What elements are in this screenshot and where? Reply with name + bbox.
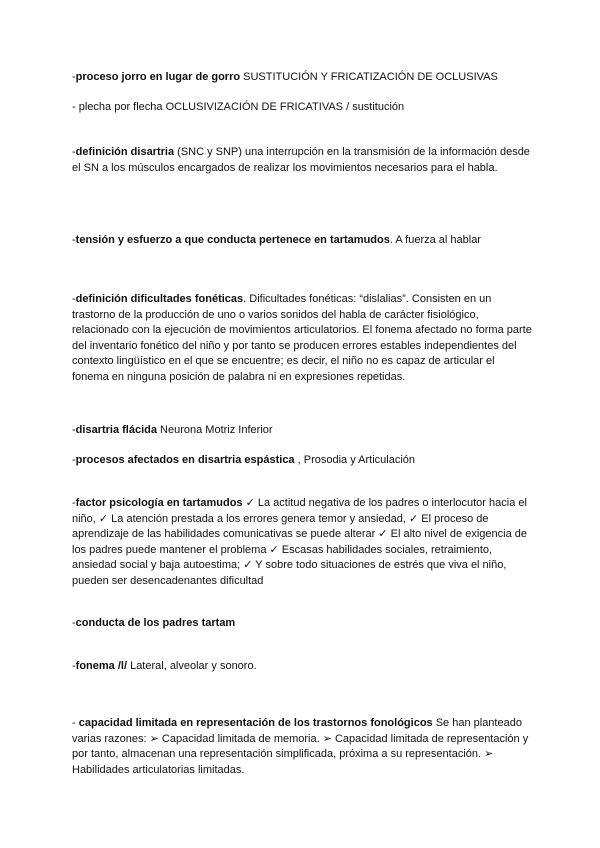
entry-prefix: - — [72, 101, 79, 113]
entry-prefix: - — [72, 71, 76, 83]
entry-body: Neurona Motriz Inferior — [157, 424, 273, 436]
entry-body: (SNC y SNP) una interrupción en la transmisión de la información desde el SN a los músculos encargados de realizar los movimientos necesarios para el habla. — [72, 146, 530, 174]
entry-body: SUSTITUCIÓN Y FRICATIZACIÓN DE OCLUSIVAS — [240, 71, 498, 83]
entry-dificultades-foneticas — [72, 292, 532, 385]
entry-plecha — [72, 100, 532, 116]
entry-fonema-l — [72, 659, 532, 675]
entry-definicion-disartria — [72, 145, 532, 176]
entry-body: Se han planteado varias razones: ➢ Capacidad limitada de memoria. ➢ Capacidad limitada de representación y por tanto, almacenan una representación simplificada, próxima a su representación. ➢ Habilidades articulatorias limitadas. — [72, 717, 529, 776]
entry-prefix: - — [72, 660, 76, 672]
entry-prefix: - — [72, 617, 76, 629]
entry-term: definición disartria — [75, 146, 175, 158]
entry-body: plecha por flecha OCLUSIVIZACIÓN DE FRICATIVAS / sustitución — [78, 101, 405, 113]
entry-term: definición dificultades fonéticas — [75, 293, 244, 305]
entry-body: , Prosodia y Articulación — [294, 454, 416, 466]
entry-disartria-flacida — [72, 423, 532, 439]
entry-body: Lateral, alveolar y sonoro. — [127, 660, 257, 672]
entry-prefix: - — [72, 293, 76, 305]
entry-prefix: - — [72, 497, 76, 509]
entry-term: capacidad limitada en representación de los trastornos fonológicos — [78, 717, 433, 729]
entry-prefix: - — [72, 717, 79, 729]
entry-prefix: - — [72, 454, 76, 466]
entry-prefix: - — [72, 424, 76, 436]
entry-term: procesos afectados en disartria espástica — [75, 454, 295, 466]
entry-body: . Dificultades fonéticas: “dislalias”. Consisten en un trastorno de la producción de uno o varios sonidos del habla de carácter fisiológico, relacionado con la ejecución de movimientos articulatorios. El fonema afectado no forma parte del inventario fonético del niño y por tanto se producen errores estables independientes del contexto lingüístico en el que se encuentre; es decir, el niño no es capaz de articular el fonema en ninguna posición de palabra ni en expresiones repetidas. — [72, 293, 532, 383]
entry-capacidad-limitada — [72, 716, 532, 778]
entry-term: fonema /l/ — [75, 660, 128, 672]
entry-factor-psicologia — [72, 496, 532, 589]
entry-proceso-jorro — [72, 70, 532, 86]
entry-term: factor psicología en tartamudos — [75, 497, 243, 509]
entry-conducta-padres — [72, 616, 532, 632]
entry-term: disartria flácida — [75, 424, 157, 436]
entry-disartria-espastica — [72, 453, 532, 469]
entry-term: conducta de los padres tartam — [75, 617, 236, 629]
entry-tension-esfuerzo — [72, 233, 532, 249]
entry-body: . A fuerza al hablar — [389, 234, 481, 246]
entry-body: ✓ La actitud negativa de los padres o interlocutor hacia el niño, ✓ La atención prestada a los errores genera temor y ansiedad, ✓ El proceso de aprendizaje de las habilidades comunicativas se puede alterar ✓ El alto nivel de exigencia de los padres puede mantener el problema ✓ Escasas habilidades sociales, retraimiento, ansiedad social y baja autoestima; ✓ Y sobre todo situaciones de estrés que viva el niño, pueden ser desencadenantes dificultad — [72, 497, 527, 587]
entry-prefix: - — [72, 234, 76, 246]
entry-term: tensión y esfuerzo a que conducta pertenece en tartamudos — [75, 234, 390, 246]
entry-term: proceso jorro en lugar de gorro — [75, 71, 241, 83]
entry-prefix: - — [72, 146, 76, 158]
